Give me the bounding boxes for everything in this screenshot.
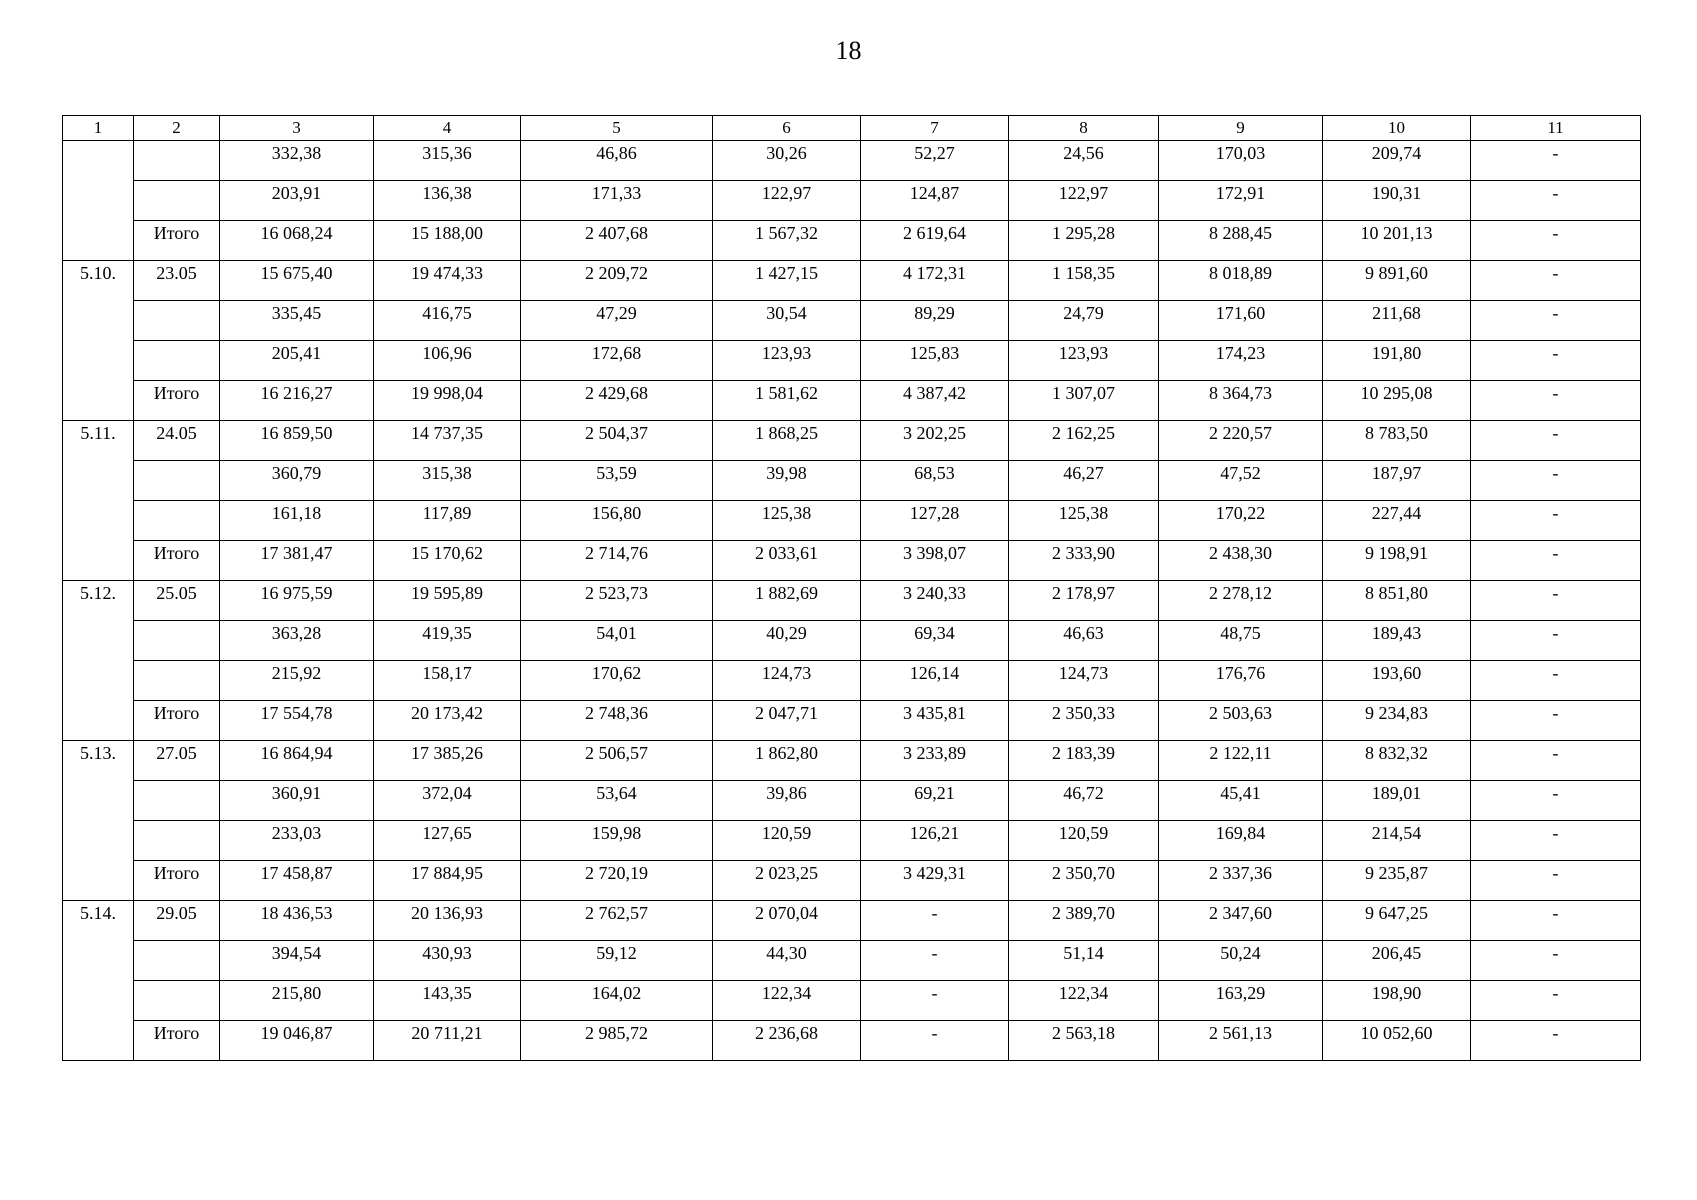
column-number-cell: 6	[713, 116, 861, 141]
value-cell: 18 436,53	[220, 901, 374, 941]
value-cell: -	[1471, 261, 1641, 301]
value-cell: 124,87	[861, 181, 1009, 221]
value-cell: 189,01	[1323, 781, 1471, 821]
value-cell: 136,38	[374, 181, 521, 221]
value-cell: 2 337,36	[1159, 861, 1323, 901]
value-cell: 2 278,12	[1159, 581, 1323, 621]
empty-label-cell	[134, 621, 220, 661]
value-cell: 430,93	[374, 941, 521, 981]
value-cell: 198,90	[1323, 981, 1471, 1021]
value-cell: 39,86	[713, 781, 861, 821]
value-cell: 19 998,04	[374, 381, 521, 421]
value-cell: 2 333,90	[1009, 541, 1159, 581]
value-cell: 46,27	[1009, 461, 1159, 501]
value-cell: 3 240,33	[861, 581, 1009, 621]
value-cell: 2 347,60	[1159, 901, 1323, 941]
table-row	[63, 581, 1641, 621]
value-cell: 187,97	[1323, 461, 1471, 501]
table-row	[63, 421, 1641, 461]
value-cell: -	[1471, 581, 1641, 621]
empty-label-cell	[134, 181, 220, 221]
value-cell: 209,74	[1323, 141, 1471, 181]
value-cell: 122,97	[713, 181, 861, 221]
value-cell: -	[1471, 621, 1641, 661]
date-cell: 29.05	[134, 901, 220, 941]
value-cell: 159,98	[521, 821, 713, 861]
value-cell: 172,91	[1159, 181, 1323, 221]
total-label-cell: Итого	[134, 381, 220, 421]
value-cell: 50,24	[1159, 941, 1323, 981]
total-label-cell: Итого	[134, 701, 220, 741]
value-cell: 2 619,64	[861, 221, 1009, 261]
value-cell: 54,01	[521, 621, 713, 661]
value-cell: 372,04	[374, 781, 521, 821]
empty-label-cell	[134, 781, 220, 821]
value-cell: 2 503,63	[1159, 701, 1323, 741]
value-cell: 19 595,89	[374, 581, 521, 621]
value-cell: 174,23	[1159, 341, 1323, 381]
value-cell: 2 720,19	[521, 861, 713, 901]
value-cell: -	[1471, 541, 1641, 581]
item-number-cell: 5.11.	[63, 421, 134, 581]
total-label-cell: Итого	[134, 861, 220, 901]
value-cell: 30,54	[713, 301, 861, 341]
value-cell: 2 220,57	[1159, 421, 1323, 461]
value-cell: 16 975,59	[220, 581, 374, 621]
value-cell: 17 884,95	[374, 861, 521, 901]
value-cell: 161,18	[220, 501, 374, 541]
value-cell: -	[861, 981, 1009, 1021]
value-cell: 30,26	[713, 141, 861, 181]
value-cell: 3 435,81	[861, 701, 1009, 741]
value-cell: 170,22	[1159, 501, 1323, 541]
date-cell: 23.05	[134, 261, 220, 301]
value-cell: 191,80	[1323, 341, 1471, 381]
empty-label-cell	[134, 941, 220, 981]
value-cell: 16 864,94	[220, 741, 374, 781]
value-cell: 419,35	[374, 621, 521, 661]
value-cell: 8 783,50	[1323, 421, 1471, 461]
value-cell: 46,72	[1009, 781, 1159, 821]
value-cell: 4 387,42	[861, 381, 1009, 421]
value-cell: 332,38	[220, 141, 374, 181]
value-cell: 189,43	[1323, 621, 1471, 661]
value-cell: -	[1471, 981, 1641, 1021]
value-cell: 1 567,32	[713, 221, 861, 261]
value-cell: 2 438,30	[1159, 541, 1323, 581]
value-cell: 1 868,25	[713, 421, 861, 461]
value-cell: 171,33	[521, 181, 713, 221]
table-row	[63, 221, 1641, 261]
table-row	[63, 501, 1641, 541]
table-row	[63, 141, 1641, 181]
page-number: 18	[835, 36, 862, 65]
value-cell: 120,59	[1009, 821, 1159, 861]
empty-label-cell	[134, 141, 220, 181]
date-cell: 27.05	[134, 741, 220, 781]
value-cell: -	[1471, 781, 1641, 821]
value-cell: 122,34	[1009, 981, 1159, 1021]
value-cell: -	[1471, 381, 1641, 421]
value-cell: 190,31	[1323, 181, 1471, 221]
value-cell: 9 891,60	[1323, 261, 1471, 301]
column-number-cell: 9	[1159, 116, 1323, 141]
value-cell: 214,54	[1323, 821, 1471, 861]
value-cell: 120,59	[713, 821, 861, 861]
value-cell: 2 350,33	[1009, 701, 1159, 741]
value-cell: 170,03	[1159, 141, 1323, 181]
value-cell: 124,73	[713, 661, 861, 701]
value-cell: 2 047,71	[713, 701, 861, 741]
value-cell: 2 070,04	[713, 901, 861, 941]
table-row	[63, 821, 1641, 861]
value-cell: 3 398,07	[861, 541, 1009, 581]
value-cell: 172,68	[521, 341, 713, 381]
value-cell: 2 429,68	[521, 381, 713, 421]
value-cell: 125,83	[861, 341, 1009, 381]
value-cell: 3 233,89	[861, 741, 1009, 781]
value-cell: 89,29	[861, 301, 1009, 341]
value-cell: 125,38	[1009, 501, 1159, 541]
column-number-cell: 4	[374, 116, 521, 141]
value-cell: 2 033,61	[713, 541, 861, 581]
value-cell: 143,35	[374, 981, 521, 1021]
column-number-cell: 8	[1009, 116, 1159, 141]
value-cell: 124,73	[1009, 661, 1159, 701]
value-cell: -	[1471, 901, 1641, 941]
value-cell: 15 675,40	[220, 261, 374, 301]
total-label-cell: Итого	[134, 541, 220, 581]
value-cell: 193,60	[1323, 661, 1471, 701]
value-cell: 2 762,57	[521, 901, 713, 941]
value-cell: 8 018,89	[1159, 261, 1323, 301]
value-cell: 46,86	[521, 141, 713, 181]
value-cell: 2 023,25	[713, 861, 861, 901]
table-row	[63, 781, 1641, 821]
table-row	[63, 661, 1641, 701]
value-cell: 2 122,11	[1159, 741, 1323, 781]
value-cell: 14 737,35	[374, 421, 521, 461]
table-row	[63, 181, 1641, 221]
value-cell: 10 052,60	[1323, 1021, 1471, 1061]
table-row	[63, 381, 1641, 421]
value-cell: 211,68	[1323, 301, 1471, 341]
value-cell: 122,97	[1009, 181, 1159, 221]
value-cell: -	[1471, 301, 1641, 341]
table-row	[63, 701, 1641, 741]
table-row	[63, 301, 1641, 341]
value-cell: 1 158,35	[1009, 261, 1159, 301]
table-row	[63, 461, 1641, 501]
value-cell: -	[1471, 341, 1641, 381]
value-cell: 203,91	[220, 181, 374, 221]
value-cell: 15 170,62	[374, 541, 521, 581]
value-cell: 68,53	[861, 461, 1009, 501]
value-cell: 1 307,07	[1009, 381, 1159, 421]
value-cell: 39,98	[713, 461, 861, 501]
value-cell: 2 183,39	[1009, 741, 1159, 781]
value-cell: 2 350,70	[1009, 861, 1159, 901]
value-cell: 2 504,37	[521, 421, 713, 461]
value-cell: 156,80	[521, 501, 713, 541]
value-cell: -	[1471, 501, 1641, 541]
value-cell: 4 172,31	[861, 261, 1009, 301]
value-cell: 59,12	[521, 941, 713, 981]
value-cell: 10 201,13	[1323, 221, 1471, 261]
value-cell: 122,34	[713, 981, 861, 1021]
value-cell: 8 364,73	[1159, 381, 1323, 421]
value-cell: 335,45	[220, 301, 374, 341]
value-cell: -	[1471, 1021, 1641, 1061]
value-cell: 9 234,83	[1323, 701, 1471, 741]
empty-label-cell	[134, 341, 220, 381]
value-cell: 1 295,28	[1009, 221, 1159, 261]
value-cell: 3 429,31	[861, 861, 1009, 901]
value-cell: 16 216,27	[220, 381, 374, 421]
date-cell: 25.05	[134, 581, 220, 621]
column-number-cell: 3	[220, 116, 374, 141]
value-cell: -	[1471, 181, 1641, 221]
item-number-cell: 5.13.	[63, 741, 134, 901]
value-cell: 127,28	[861, 501, 1009, 541]
value-cell: 233,03	[220, 821, 374, 861]
value-cell: 123,93	[713, 341, 861, 381]
value-cell: 15 188,00	[374, 221, 521, 261]
value-cell: 8 851,80	[1323, 581, 1471, 621]
value-cell: 9 198,91	[1323, 541, 1471, 581]
column-number-cell: 2	[134, 116, 220, 141]
value-cell: -	[1471, 421, 1641, 461]
value-cell: -	[1471, 941, 1641, 981]
value-cell: 2 178,97	[1009, 581, 1159, 621]
value-cell: 360,79	[220, 461, 374, 501]
empty-label-cell	[134, 821, 220, 861]
value-cell: 1 581,62	[713, 381, 861, 421]
value-cell: 2 389,70	[1009, 901, 1159, 941]
value-cell: 1 882,69	[713, 581, 861, 621]
value-cell: 2 748,36	[521, 701, 713, 741]
value-cell: 2 407,68	[521, 221, 713, 261]
value-cell: 19 474,33	[374, 261, 521, 301]
value-cell: 394,54	[220, 941, 374, 981]
item-number-cell: 5.12.	[63, 581, 134, 741]
value-cell: 123,93	[1009, 341, 1159, 381]
item-number-cell	[63, 141, 134, 261]
value-cell: -	[861, 901, 1009, 941]
value-cell: 47,29	[521, 301, 713, 341]
value-cell: 51,14	[1009, 941, 1159, 981]
value-cell: 20 173,42	[374, 701, 521, 741]
table-row	[63, 1021, 1641, 1061]
value-cell: 10 295,08	[1323, 381, 1471, 421]
value-cell: 9 235,87	[1323, 861, 1471, 901]
value-cell: 127,65	[374, 821, 521, 861]
value-cell: 8 832,32	[1323, 741, 1471, 781]
value-cell: -	[861, 1021, 1009, 1061]
value-cell: -	[861, 941, 1009, 981]
value-cell: 17 458,87	[220, 861, 374, 901]
value-cell: 69,21	[861, 781, 1009, 821]
value-cell: 3 202,25	[861, 421, 1009, 461]
column-number-cell: 11	[1471, 116, 1641, 141]
value-cell: -	[1471, 821, 1641, 861]
value-cell: 2 209,72	[521, 261, 713, 301]
value-cell: 315,38	[374, 461, 521, 501]
table-row	[63, 741, 1641, 781]
value-cell: 106,96	[374, 341, 521, 381]
column-number-cell: 5	[521, 116, 713, 141]
value-cell: 363,28	[220, 621, 374, 661]
value-cell: 20 136,93	[374, 901, 521, 941]
value-cell: 48,75	[1159, 621, 1323, 661]
value-cell: 53,64	[521, 781, 713, 821]
item-number-cell: 5.14.	[63, 901, 134, 1061]
table-row	[63, 541, 1641, 581]
empty-label-cell	[134, 661, 220, 701]
value-cell: 47,52	[1159, 461, 1323, 501]
value-cell: 2 506,57	[521, 741, 713, 781]
table-header-row	[63, 116, 1641, 141]
column-number-cell: 1	[63, 116, 134, 141]
value-cell: 176,76	[1159, 661, 1323, 701]
value-cell: 16 859,50	[220, 421, 374, 461]
value-cell: 9 647,25	[1323, 901, 1471, 941]
value-cell: 2 523,73	[521, 581, 713, 621]
value-cell: 20 711,21	[374, 1021, 521, 1061]
value-cell: 125,38	[713, 501, 861, 541]
value-cell: 215,92	[220, 661, 374, 701]
value-cell: 45,41	[1159, 781, 1323, 821]
value-cell: 117,89	[374, 501, 521, 541]
item-number-cell: 5.10.	[63, 261, 134, 421]
column-number-cell: 7	[861, 116, 1009, 141]
value-cell: 416,75	[374, 301, 521, 341]
empty-label-cell	[134, 501, 220, 541]
value-cell: 170,62	[521, 661, 713, 701]
value-cell: 40,29	[713, 621, 861, 661]
value-cell: 53,59	[521, 461, 713, 501]
value-cell: 2 236,68	[713, 1021, 861, 1061]
value-cell: -	[1471, 661, 1641, 701]
value-cell: -	[1471, 141, 1641, 181]
value-cell: 171,60	[1159, 301, 1323, 341]
row-label-cell: Итого	[134, 221, 220, 261]
value-cell: -	[1471, 741, 1641, 781]
value-cell: 215,80	[220, 981, 374, 1021]
empty-label-cell	[134, 461, 220, 501]
table-row	[63, 621, 1641, 661]
table-row	[63, 261, 1641, 301]
value-cell: 163,29	[1159, 981, 1323, 1021]
table-row	[63, 861, 1641, 901]
value-cell: 164,02	[521, 981, 713, 1021]
value-cell: 2 985,72	[521, 1021, 713, 1061]
value-cell: 52,27	[861, 141, 1009, 181]
value-cell: -	[1471, 221, 1641, 261]
empty-label-cell	[134, 981, 220, 1021]
data-table	[62, 115, 1641, 1061]
value-cell: -	[1471, 861, 1641, 901]
value-cell: 24,56	[1009, 141, 1159, 181]
value-cell: 360,91	[220, 781, 374, 821]
value-cell: 44,30	[713, 941, 861, 981]
value-cell: 2 162,25	[1009, 421, 1159, 461]
value-cell: 169,84	[1159, 821, 1323, 861]
table-row	[63, 981, 1641, 1021]
value-cell: 1 427,15	[713, 261, 861, 301]
value-cell: 2 563,18	[1009, 1021, 1159, 1061]
value-cell: 17 385,26	[374, 741, 521, 781]
value-cell: 16 068,24	[220, 221, 374, 261]
value-cell: 46,63	[1009, 621, 1159, 661]
column-number-cell: 10	[1323, 116, 1471, 141]
value-cell: 227,44	[1323, 501, 1471, 541]
value-cell: 1 862,80	[713, 741, 861, 781]
value-cell: -	[1471, 701, 1641, 741]
total-label-cell: Итого	[134, 1021, 220, 1061]
value-cell: 2 561,13	[1159, 1021, 1323, 1061]
value-cell: 158,17	[374, 661, 521, 701]
value-cell: 17 554,78	[220, 701, 374, 741]
value-cell: 126,14	[861, 661, 1009, 701]
table-row	[63, 941, 1641, 981]
value-cell: 69,34	[861, 621, 1009, 661]
value-cell: 17 381,47	[220, 541, 374, 581]
value-cell: 2 714,76	[521, 541, 713, 581]
table-row	[63, 341, 1641, 381]
date-cell: 24.05	[134, 421, 220, 461]
value-cell: 205,41	[220, 341, 374, 381]
empty-label-cell	[134, 301, 220, 341]
value-cell: -	[1471, 461, 1641, 501]
value-cell: 19 046,87	[220, 1021, 374, 1061]
value-cell: 24,79	[1009, 301, 1159, 341]
value-cell: 8 288,45	[1159, 221, 1323, 261]
value-cell: 315,36	[374, 141, 521, 181]
value-cell: 126,21	[861, 821, 1009, 861]
value-cell: 206,45	[1323, 941, 1471, 981]
table-row	[63, 901, 1641, 941]
